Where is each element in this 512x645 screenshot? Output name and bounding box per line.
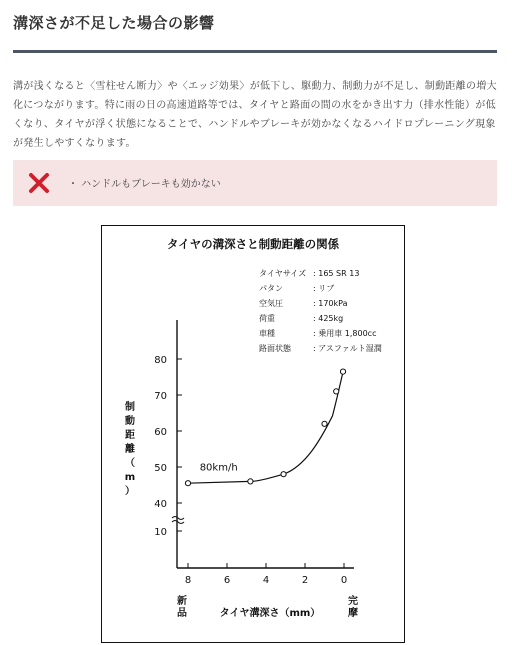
x-tick-label: 6 xyxy=(223,575,231,586)
data-point xyxy=(248,479,253,484)
x-tick-label: 2 xyxy=(301,575,309,586)
data-point xyxy=(340,369,345,374)
x-left-label: 新品 xyxy=(177,596,187,619)
condition-value: : 乗用車 1,800cc xyxy=(313,329,377,338)
cross-icon xyxy=(27,171,51,195)
condition-value: : 425kg xyxy=(313,314,344,323)
condition-label: 車種 xyxy=(259,329,275,338)
y-axis-label: 制動距離（ m ） xyxy=(124,402,136,497)
y-tick-label: 60 xyxy=(154,427,167,438)
chart-title: タイヤの溝深さと制動距離の関係 xyxy=(166,237,340,251)
condition-label: パタン xyxy=(259,284,283,293)
title-underline xyxy=(13,50,497,53)
y-axis-break-mark xyxy=(172,517,184,520)
x-tick-label: 4 xyxy=(262,575,270,586)
x-right-label: 完摩 xyxy=(348,596,358,619)
condition-label: 空気圧 xyxy=(259,299,283,308)
warning-text: ・ ハンドルもブレーキも効かない xyxy=(68,179,221,190)
condition-value: : リブ xyxy=(313,284,335,293)
chart-figure xyxy=(101,225,405,643)
data-point xyxy=(334,389,339,394)
data-point xyxy=(281,472,286,477)
series-label: 80km/h xyxy=(199,462,238,474)
condition-value: : 165 SR 13 xyxy=(313,269,360,278)
braking-distance-chart xyxy=(102,226,404,642)
warning-box xyxy=(13,160,497,206)
y-tick-label: 80 xyxy=(154,355,167,366)
y-tick-label: 50 xyxy=(154,463,167,474)
condition-value: : 170kPa xyxy=(313,299,348,308)
x-tick-label: 0 xyxy=(340,575,348,586)
condition-value: : アスファルト湿潤 xyxy=(313,344,382,353)
data-point xyxy=(322,421,327,426)
y-tick-label: 10 xyxy=(154,527,167,538)
data-point xyxy=(185,481,190,486)
body-paragraph: 溝が浅くなると〈雪柱せん断力〉や〈エッジ効果〉が低下し、駆動力、制動力が不足し、制動距離の増大化につながります。特に雨の日の高速道路等では、タイヤと路面の間の水をかき出す力（排水性能）が低くなり、タイヤが浮く状態になることで、ハンドルやブレーキが効かなくなるハイドロプレーニング現象が発生しやすくなります。 xyxy=(13,81,497,149)
page-title: 溝深さが不足した場合の影響 xyxy=(13,14,215,32)
y-axis-break-mark xyxy=(172,521,184,524)
y-tick-label: 40 xyxy=(154,499,167,510)
y-tick-label: 70 xyxy=(154,391,167,402)
x-tick-label: 8 xyxy=(184,575,192,586)
x-axis-label: タイヤ溝深さ（mm） xyxy=(219,608,321,619)
condition-label: 路面状態 xyxy=(259,344,291,353)
condition-label: タイヤサイズ xyxy=(259,269,307,278)
condition-label: 荷重 xyxy=(259,314,275,323)
